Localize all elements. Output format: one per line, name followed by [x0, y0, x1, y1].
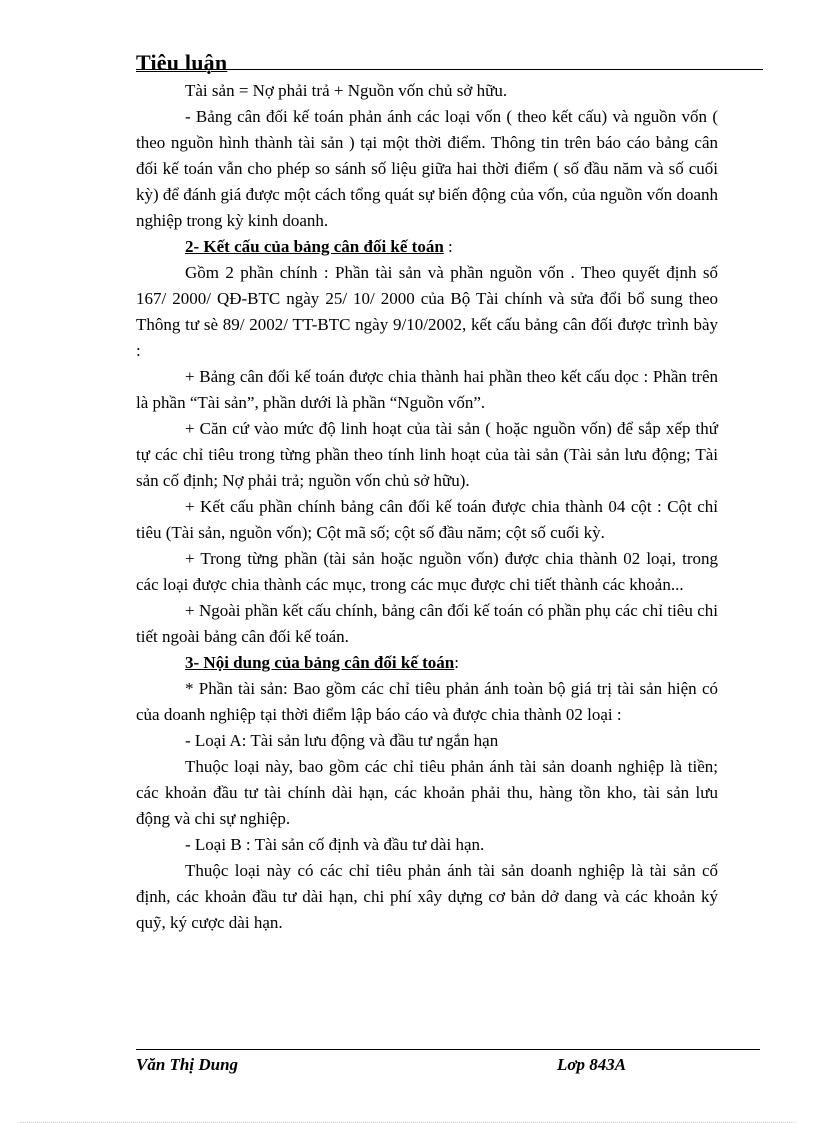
paragraph: + Trong từng phần (tài sản hoặc nguồn vốn) được chia thành 02 loại, trong các loại được chia thành các mục, trong các mục được chi tiết thành các khoản... [136, 549, 718, 594]
paragraph: + Bảng cân đối kế toán được chia thành hai phần theo kết cấu dọc : Phần trên là phần “Tài sản”, phần dưới là phần “Nguồn vốn”. [136, 367, 718, 412]
paragraph: + Căn cứ vào mức độ linh hoạt của tài sản ( hoặc nguồn vốn) để sắp xếp thứ tự các chỉ tiêu trong từng phần theo tính linh hoạt của tài sản (Tài sản lưu động; Tài sản cố định; Nợ phải trả; nguồn vốn chủ sở hữu). [136, 419, 718, 490]
section-heading-tail: : [454, 653, 459, 672]
paragraph: + Kết cấu phần chính bảng cân đối kế toán được chia thành 04 cột : Cột chỉ tiêu (Tài sản, nguồn vốn); Cột mã số; cột số đầu năm; cột số cuối kỳ. [136, 497, 718, 542]
paragraph: Thuộc loại này, bao gồm các chỉ tiêu phản ánh tài sản doanh nghiệp là tiền; các khoản đầu tư tài chính dài hạn, các khoản phải thu, hàng tồn kho, tài sản lưu động và chi sự nghiệp. [136, 757, 718, 828]
section-heading [136, 650, 718, 676]
document-body [136, 78, 718, 936]
paragraph: - Bảng cân đối kế toán phản ánh các loại vốn ( theo kết cấu) và nguồn vốn ( theo nguồn hình thành tài sản ) tại một thời điểm. Thông tin trên báo cáo bảng cân đối kế toán vẫn cho phép so sánh số liệu giữa hai thời điểm ( số đầu năm và số cuối kỳ) để đánh giá được một cách tổng quát sự biến động của vốn, của nguồn vốn doanh nghiệp trong kỳ kinh doanh. [136, 107, 718, 230]
paragraph: + Ngoài phần kết cấu chính, bảng cân đối kế toán có phần phụ các chỉ tiêu chi tiết ngoài bảng cân đối kế toán. [136, 601, 718, 646]
section-heading-tail: : [443, 237, 453, 256]
paragraph: Tài sản = Nợ phải trả + Nguồn vốn chủ sở hữu. [185, 81, 508, 100]
paragraph: - Loại B : Tài sản cố định và đầu tư dài hạn. [185, 835, 485, 854]
paragraph: Gồm 2 phần chính : Phần tài sản và phần nguồn vốn . Theo quyết định số 167/ 2000/ QĐ-BTC ngày 25/ 10/ 2000 của Bộ Tài chính và sửa đổi bổ sung theo Thông tư sè 89/ 2002/ TT-BTC ngày 9/10/2002, kết cấu bảng cân đối được trình bày : [136, 263, 718, 360]
section-heading-text: 2- Kết cấu của bảng cân đối kế toán [185, 237, 444, 256]
footer-rule [136, 1049, 760, 1050]
paragraph: * Phần tài sản: Bao gồm các chỉ tiêu phản ánh toàn bộ giá trị tài sản hiện có của doanh nghiệp tại thời điểm lập báo cáo và được chia thành 02 loại : [136, 679, 718, 724]
footer-class: Lơp 843A [557, 1055, 627, 1074]
header-rule [136, 69, 763, 70]
page-header-title: Tiêu luận [136, 50, 228, 75]
paragraph: Thuộc loại này có các chỉ tiêu phản ánh tài sản doanh nghiệp là tài sản cố định, các khoản đầu tư dài hạn, chi phí xây dựng cơ bản dở dang và các khoản ký quỹ, ký cược dài hạn. [136, 861, 718, 932]
section-heading [136, 234, 718, 260]
paragraph: - Loại A: Tài sản lưu động và đầu tư ngắn hạn [185, 731, 499, 750]
section-heading-text: 3- Nội dung của bảng cân đối kế toán [185, 653, 455, 672]
footer-author: Văn Thị Dung [136, 1055, 239, 1074]
